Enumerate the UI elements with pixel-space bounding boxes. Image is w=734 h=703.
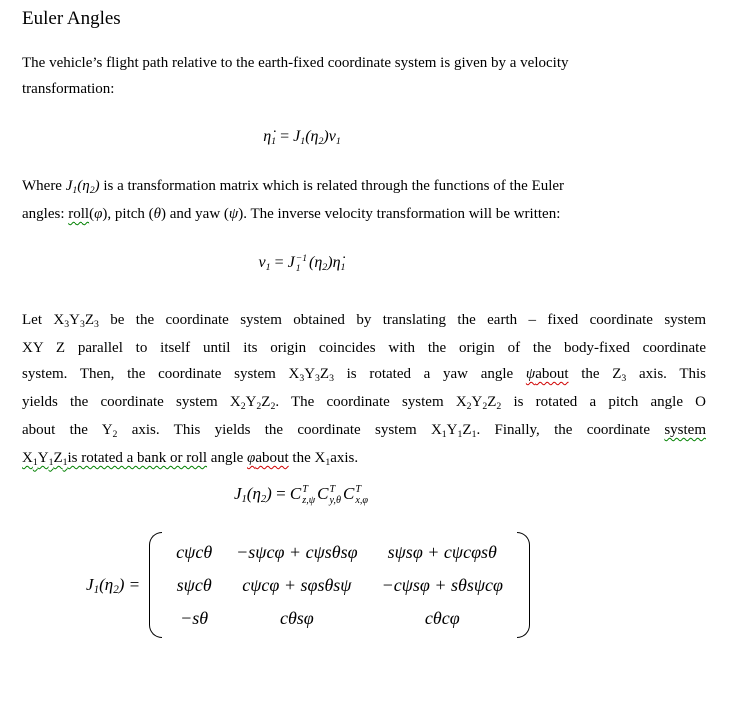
text-segment: ) bbox=[323, 128, 329, 145]
text-segment: 2 bbox=[256, 400, 262, 412]
text-segment: 2 bbox=[112, 428, 118, 440]
text-segment: . Finally, the coordinate bbox=[476, 422, 665, 438]
text-segment: η bbox=[82, 178, 90, 194]
superscript: T bbox=[329, 484, 336, 496]
text-segment: Y bbox=[304, 366, 316, 382]
text-segment: 1 bbox=[72, 184, 78, 196]
text-segment: 3 bbox=[315, 372, 320, 384]
text-segment: 2 bbox=[466, 400, 472, 412]
matrix-cell: sψsφ + cψcφsθ bbox=[387, 542, 497, 562]
text-segment: 1 bbox=[32, 456, 38, 468]
text-segment: 1 bbox=[300, 135, 306, 147]
text-segment: 2 bbox=[113, 584, 119, 597]
text-segment: Z bbox=[462, 422, 472, 438]
text-segment: 1 bbox=[335, 135, 341, 147]
text-segment: 1 bbox=[93, 584, 100, 597]
text-segment: 1 bbox=[457, 428, 463, 440]
text-segment: is rotated a bank or roll bbox=[67, 450, 208, 466]
text-segment: 1 bbox=[271, 135, 277, 147]
text-segment: Y bbox=[245, 394, 257, 410]
text-segment: 1 bbox=[241, 494, 247, 506]
text-segment: J bbox=[287, 254, 295, 271]
equation-velocity-transformation bbox=[22, 120, 582, 156]
matrix-cell: −sψcφ + cψsθsφ bbox=[236, 542, 358, 562]
matrix-cell: cψcφ + sφsθsψ bbox=[242, 575, 352, 595]
text-segment: angles: bbox=[22, 206, 69, 222]
text-segment: Y bbox=[446, 422, 458, 438]
text-segment: 1 bbox=[471, 428, 477, 440]
text-segment: η̇ bbox=[263, 128, 272, 145]
text-segment: ( bbox=[99, 575, 105, 594]
subscript: y,θ bbox=[329, 495, 341, 507]
matrix-cell: −cψsφ + sθsψcφ bbox=[381, 575, 503, 595]
text-segment: about bbox=[255, 450, 289, 466]
text-segment: φ bbox=[247, 450, 256, 466]
superscript: T bbox=[355, 484, 361, 496]
text-segment: is rotated a pitch angle O bbox=[501, 394, 706, 410]
text-line bbox=[22, 445, 706, 473]
text-segment: 3 bbox=[299, 372, 305, 384]
sup-sub-stack bbox=[329, 485, 341, 506]
sup-sub-stack bbox=[302, 485, 315, 506]
subscript: 1 bbox=[295, 263, 301, 275]
text-segment: ( bbox=[246, 484, 253, 503]
matrix-cell: cψcθ bbox=[176, 542, 213, 562]
paragraph-coordinate-rotations bbox=[22, 307, 706, 473]
text-line bbox=[22, 76, 708, 102]
text-line bbox=[22, 50, 708, 76]
text-segment: ν bbox=[258, 254, 266, 271]
text-segment: be the coordinate system obtained by translating the earth – fixed coordinate system bbox=[98, 312, 706, 328]
matrix-cell: sψcθ bbox=[176, 575, 212, 595]
text-segment: Z bbox=[319, 366, 330, 382]
text-segment: 2 bbox=[270, 400, 276, 412]
text-segment: ) and yaw ( bbox=[161, 206, 229, 222]
text-segment: transformation: bbox=[22, 81, 115, 97]
text-segment: ( bbox=[77, 178, 83, 194]
text-segment: about the Y bbox=[22, 422, 113, 438]
text-line bbox=[22, 417, 706, 445]
text-segment: 3 bbox=[621, 372, 627, 384]
text-segment: yields the coordinate system X bbox=[22, 394, 241, 410]
sup-sub-stack bbox=[355, 485, 368, 506]
text-segment: 1 bbox=[265, 261, 271, 273]
text-segment: about bbox=[535, 366, 569, 382]
text-segment: Y bbox=[37, 450, 49, 466]
superscript: T bbox=[302, 484, 308, 496]
text-segment: Y bbox=[471, 394, 483, 410]
text-segment: 2 bbox=[318, 135, 324, 147]
text-segment: roll bbox=[68, 206, 90, 222]
text-segment: is rotated a yaw angle bbox=[333, 366, 526, 382]
text-segment: 3 bbox=[93, 318, 99, 330]
text-segment: X bbox=[22, 450, 33, 466]
text-segment: 2 bbox=[260, 494, 267, 506]
text-segment: ) bbox=[118, 575, 125, 594]
text-segment: . The coordinate system X bbox=[275, 394, 467, 410]
subscript: x,φ bbox=[355, 495, 369, 507]
text-line bbox=[22, 389, 706, 417]
text-segment: = bbox=[276, 128, 294, 145]
matrix-grid bbox=[166, 532, 513, 638]
text-segment: 2 bbox=[89, 184, 95, 196]
text-line bbox=[22, 173, 708, 201]
text-segment: ) bbox=[266, 484, 272, 503]
text-segment: the Z bbox=[568, 366, 622, 382]
equation-rotation-matrix-expanded bbox=[22, 532, 594, 638]
text-segment: J bbox=[293, 128, 301, 145]
text-line bbox=[22, 335, 706, 361]
text-line bbox=[22, 361, 706, 389]
matrix-cell: cθsφ bbox=[279, 608, 314, 628]
text-segment: 1 bbox=[325, 456, 331, 468]
left-parenthesis bbox=[149, 532, 162, 638]
text-segment: ψ bbox=[228, 206, 239, 222]
text-segment: ( bbox=[89, 206, 95, 222]
equation-rotation-matrix-product bbox=[22, 476, 582, 515]
text-segment: η bbox=[314, 254, 323, 271]
text-segment: C bbox=[289, 484, 302, 503]
text-segment: ψ bbox=[525, 366, 536, 382]
text-segment: 3 bbox=[329, 372, 334, 384]
text-segment: ). The inverse velocity transformation will be written: bbox=[238, 206, 561, 222]
text-segment: system. Then, the coordinate system X bbox=[22, 366, 300, 382]
text-segment: ) bbox=[327, 254, 333, 271]
text-line bbox=[22, 201, 708, 227]
text-segment: the X bbox=[288, 450, 326, 466]
text-segment: J bbox=[233, 484, 242, 503]
matrix-cell: −sθ bbox=[180, 608, 209, 628]
text-segment: J bbox=[65, 178, 73, 194]
text-segment: 1 bbox=[441, 428, 447, 440]
text-segment: XY Z parallel to itself until its origin coincides with the origin of the body-fixed coordinate bbox=[22, 340, 706, 356]
right-parenthesis bbox=[517, 532, 530, 638]
text-segment: Z bbox=[53, 450, 63, 466]
text-segment: C bbox=[342, 484, 355, 503]
text-segment: system bbox=[664, 422, 706, 438]
text-segment: Z bbox=[84, 312, 94, 328]
text-segment: η bbox=[252, 484, 261, 503]
subscript: z,ψ bbox=[302, 495, 316, 507]
text-segment: angle bbox=[207, 450, 248, 466]
matrix-label bbox=[86, 575, 140, 595]
text-segment: ν bbox=[328, 128, 336, 145]
paragraph-euler-angles bbox=[22, 173, 708, 227]
text-segment: The vehicle’s flight path relative to the earth-fixed coordinate system is given by a velocity bbox=[22, 55, 569, 71]
text-segment: ), pitch ( bbox=[102, 206, 154, 222]
text-segment: η̇ bbox=[332, 254, 341, 271]
text-segment: is a transformation matrix which is related through the functions of the Euler bbox=[99, 178, 565, 194]
text-segment: 1 bbox=[48, 456, 54, 468]
text-segment: = bbox=[270, 254, 288, 271]
text-segment: = bbox=[271, 484, 290, 503]
text-segment: φ bbox=[94, 206, 103, 222]
superscript: −1 bbox=[295, 253, 308, 265]
text-segment: C bbox=[317, 484, 329, 503]
sup-sub-stack bbox=[296, 254, 307, 274]
text-segment: η bbox=[310, 128, 319, 145]
equation-inverse-velocity-transformation bbox=[22, 246, 582, 282]
text-segment: Z bbox=[261, 394, 271, 410]
text-segment: 1 bbox=[340, 261, 346, 273]
document-title: Euler Angles bbox=[22, 8, 121, 29]
text-segment: axis. This bbox=[626, 366, 706, 382]
text-segment: J bbox=[86, 575, 94, 594]
text-segment: axis. bbox=[330, 450, 359, 466]
paragraph-velocity-intro bbox=[22, 50, 708, 102]
text-segment: Y bbox=[69, 312, 80, 328]
text-segment: axis. This yields the coordinate system X bbox=[117, 422, 442, 438]
text-segment: 2 bbox=[496, 400, 502, 412]
text-segment: Let X bbox=[22, 312, 65, 328]
text-segment: Z bbox=[487, 394, 497, 410]
text-segment: = bbox=[124, 575, 141, 594]
matrix-cell: cθcφ bbox=[424, 608, 460, 628]
text-segment: Where bbox=[22, 178, 66, 194]
text-segment: 3 bbox=[79, 318, 85, 330]
text-segment: 3 bbox=[64, 318, 70, 330]
text-segment: ( bbox=[305, 128, 311, 145]
text-segment: 2 bbox=[322, 261, 328, 273]
text-line bbox=[22, 307, 706, 335]
text-segment: θ bbox=[153, 206, 162, 222]
text-segment: ( bbox=[309, 254, 315, 271]
text-segment: 2 bbox=[240, 400, 246, 412]
text-segment: 2 bbox=[482, 400, 488, 412]
text-segment: 1 bbox=[62, 456, 68, 468]
text-segment: η bbox=[104, 575, 114, 594]
text-segment: ) bbox=[94, 178, 100, 194]
